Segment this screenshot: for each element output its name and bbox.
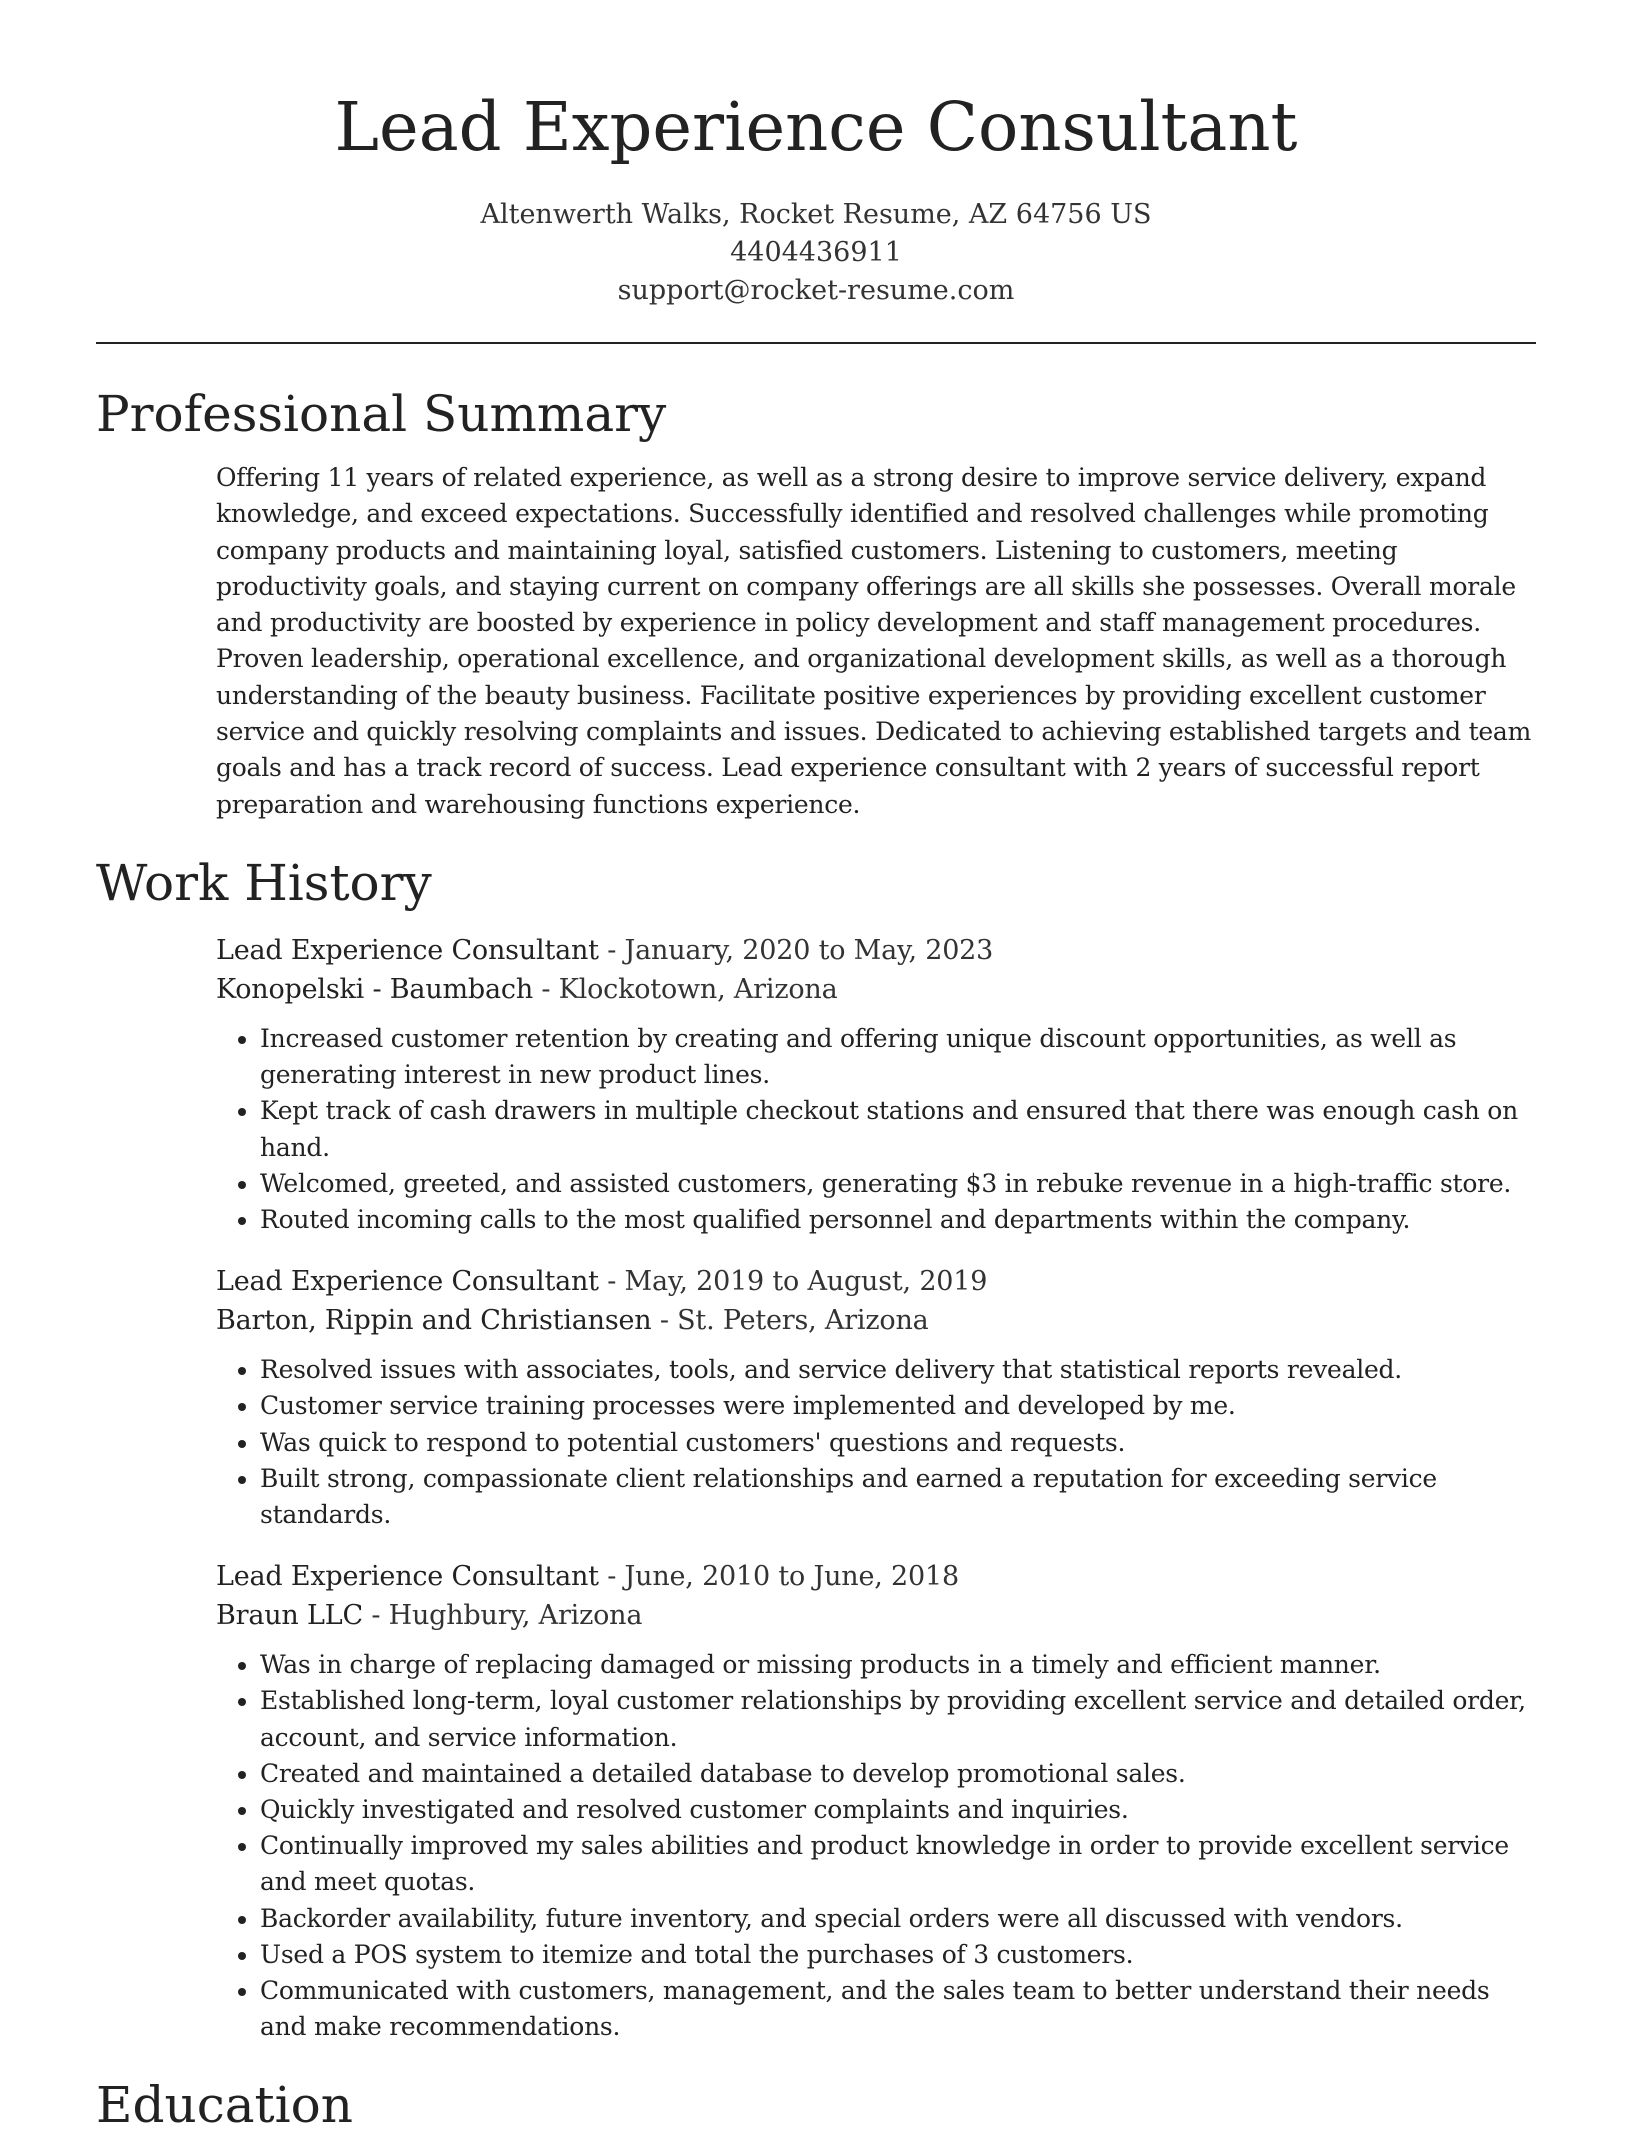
job-role: Lead Experience Consultant <box>216 934 599 966</box>
candidate-name: Lead Experience Consultant <box>334 88 1298 166</box>
job-bullet: • Continually improved my sales abilities and product knowledge in order to provide excellent service and meet quotas. <box>260 1828 1536 1900</box>
job-location: - St. Peters, Arizona <box>651 1305 929 1337</box>
job-bullet: • Established long-term, loyal customer relationships by providing excellent service and detailed order, account, and service information. <box>260 1683 1536 1755</box>
job-title-line <box>216 931 1536 970</box>
job-bullet: • Communicated with customers, management, and the sales team to better understand their needs and make recommendations. <box>260 1973 1536 2045</box>
job-entry <box>216 1557 1536 2045</box>
job-role: Lead Experience Consultant <box>216 1266 599 1298</box>
job-location: - Hughbury, Arizona <box>362 1600 643 1632</box>
address-text: Altenwerth Walks, Rocket Resume, AZ 64756 US <box>480 199 1152 230</box>
job-bullets <box>216 1021 1536 1238</box>
summary-heading: Professional Summary <box>96 385 667 443</box>
job-company: Barton, Rippin and Christiansen <box>216 1305 652 1337</box>
job-location: - Klockotown, Arizona <box>533 973 838 1005</box>
job-title-line <box>216 1557 1536 1596</box>
job-company-line <box>216 1301 1536 1340</box>
resume-body <box>96 378 1536 2141</box>
job-company: Braun LLC <box>216 1600 363 1632</box>
job-bullet: • Kept track of cash drawers in multiple checkout stations and ensured that there was enough cash on hand. <box>260 1093 1536 1165</box>
job-role: Lead Experience Consultant <box>216 1561 599 1593</box>
job-bullet: • Customer service training processes were implemented and developed by me. <box>260 1388 1536 1424</box>
job-bullet: • Increased customer retention by creating and offering unique discount opportunities, as well as generating interest in new product lines. <box>260 1021 1536 1093</box>
work-history-heading: Work History <box>96 853 432 912</box>
job-bullet: • Welcomed, greeted, and assisted customers, generating $3 in rebuke revenue in a high-traffic store. <box>260 1166 1536 1202</box>
education-heading: Education <box>96 2076 353 2135</box>
job-company-line <box>216 970 1536 1009</box>
phone-text: 4404436911 <box>730 237 902 268</box>
job-bullet: • Built strong, compassionate client relationships and earned a reputation for exceeding service standards. <box>260 1461 1536 1533</box>
job-bullets <box>216 1352 1536 1533</box>
job-title-line <box>216 1262 1536 1301</box>
education-section <box>96 2069 1536 2141</box>
work-history-section <box>96 847 1536 2045</box>
job-bullet: • Quickly investigated and resolved customer complaints and inquiries. <box>260 1792 1536 1828</box>
job-bullet: • Created and maintained a detailed database to develop promotional sales. <box>260 1756 1536 1792</box>
contact-info <box>0 196 1632 310</box>
job-bullet: • Was quick to respond to potential customers' questions and requests. <box>260 1425 1536 1461</box>
job-bullet: • Backorder availability, future inventory, and special orders were all discussed with vendors. <box>260 1901 1536 1937</box>
resume-header <box>0 0 1632 310</box>
job-dates: - May, 2019 to August, 2019 <box>598 1266 988 1298</box>
job-bullet: • Routed incoming calls to the most qualified personnel and departments within the company. <box>260 1202 1536 1238</box>
job-bullet: • Resolved issues with associates, tools, and service delivery that statistical reports revealed. <box>260 1352 1536 1388</box>
job-dates: - June, 2010 to June, 2018 <box>598 1561 959 1593</box>
header-divider <box>96 342 1536 344</box>
job-bullets <box>216 1647 1536 2045</box>
summary-paragraph: Offering 11 years of related experience, as well as a strong desire to improve service delivery, expand knowledge, and exceed expectations. Successfully identified and resolved challenges while promoting company products and maintaining loyal, satisfied customers. Listening to customers, meeting productivity goals, and staying current on company offerings are all skills she possesses. Overall morale and productivity are boosted by experience in policy development and staff management procedures. Proven leadership, operational excellence, and organizational development skills, as well as a thorough understanding of the beauty business. Facilitate positive experiences by providing excellent customer service and quickly resolving complaints and issues. Dedicated to achieving established targets and team goals and has a track record of success. Lead experience consultant with 2 years of successful report preparation and warehousing functions experience. <box>216 463 1532 819</box>
job-entry <box>216 1262 1536 1533</box>
job-company: Konopelski - Baumbach <box>216 973 534 1005</box>
summary-section <box>96 378 1536 823</box>
job-company-line <box>216 1596 1536 1635</box>
job-bullet: • Used a POS system to itemize and total the purchases of 3 customers. <box>260 1937 1536 1973</box>
job-entry <box>216 931 1536 1238</box>
job-bullet: • Was in charge of replacing damaged or missing products in a timely and efficient manner. <box>260 1647 1536 1683</box>
email-text: support@rocket-resume.com <box>617 275 1015 306</box>
job-dates: - January, 2020 to May, 2023 <box>598 934 994 966</box>
